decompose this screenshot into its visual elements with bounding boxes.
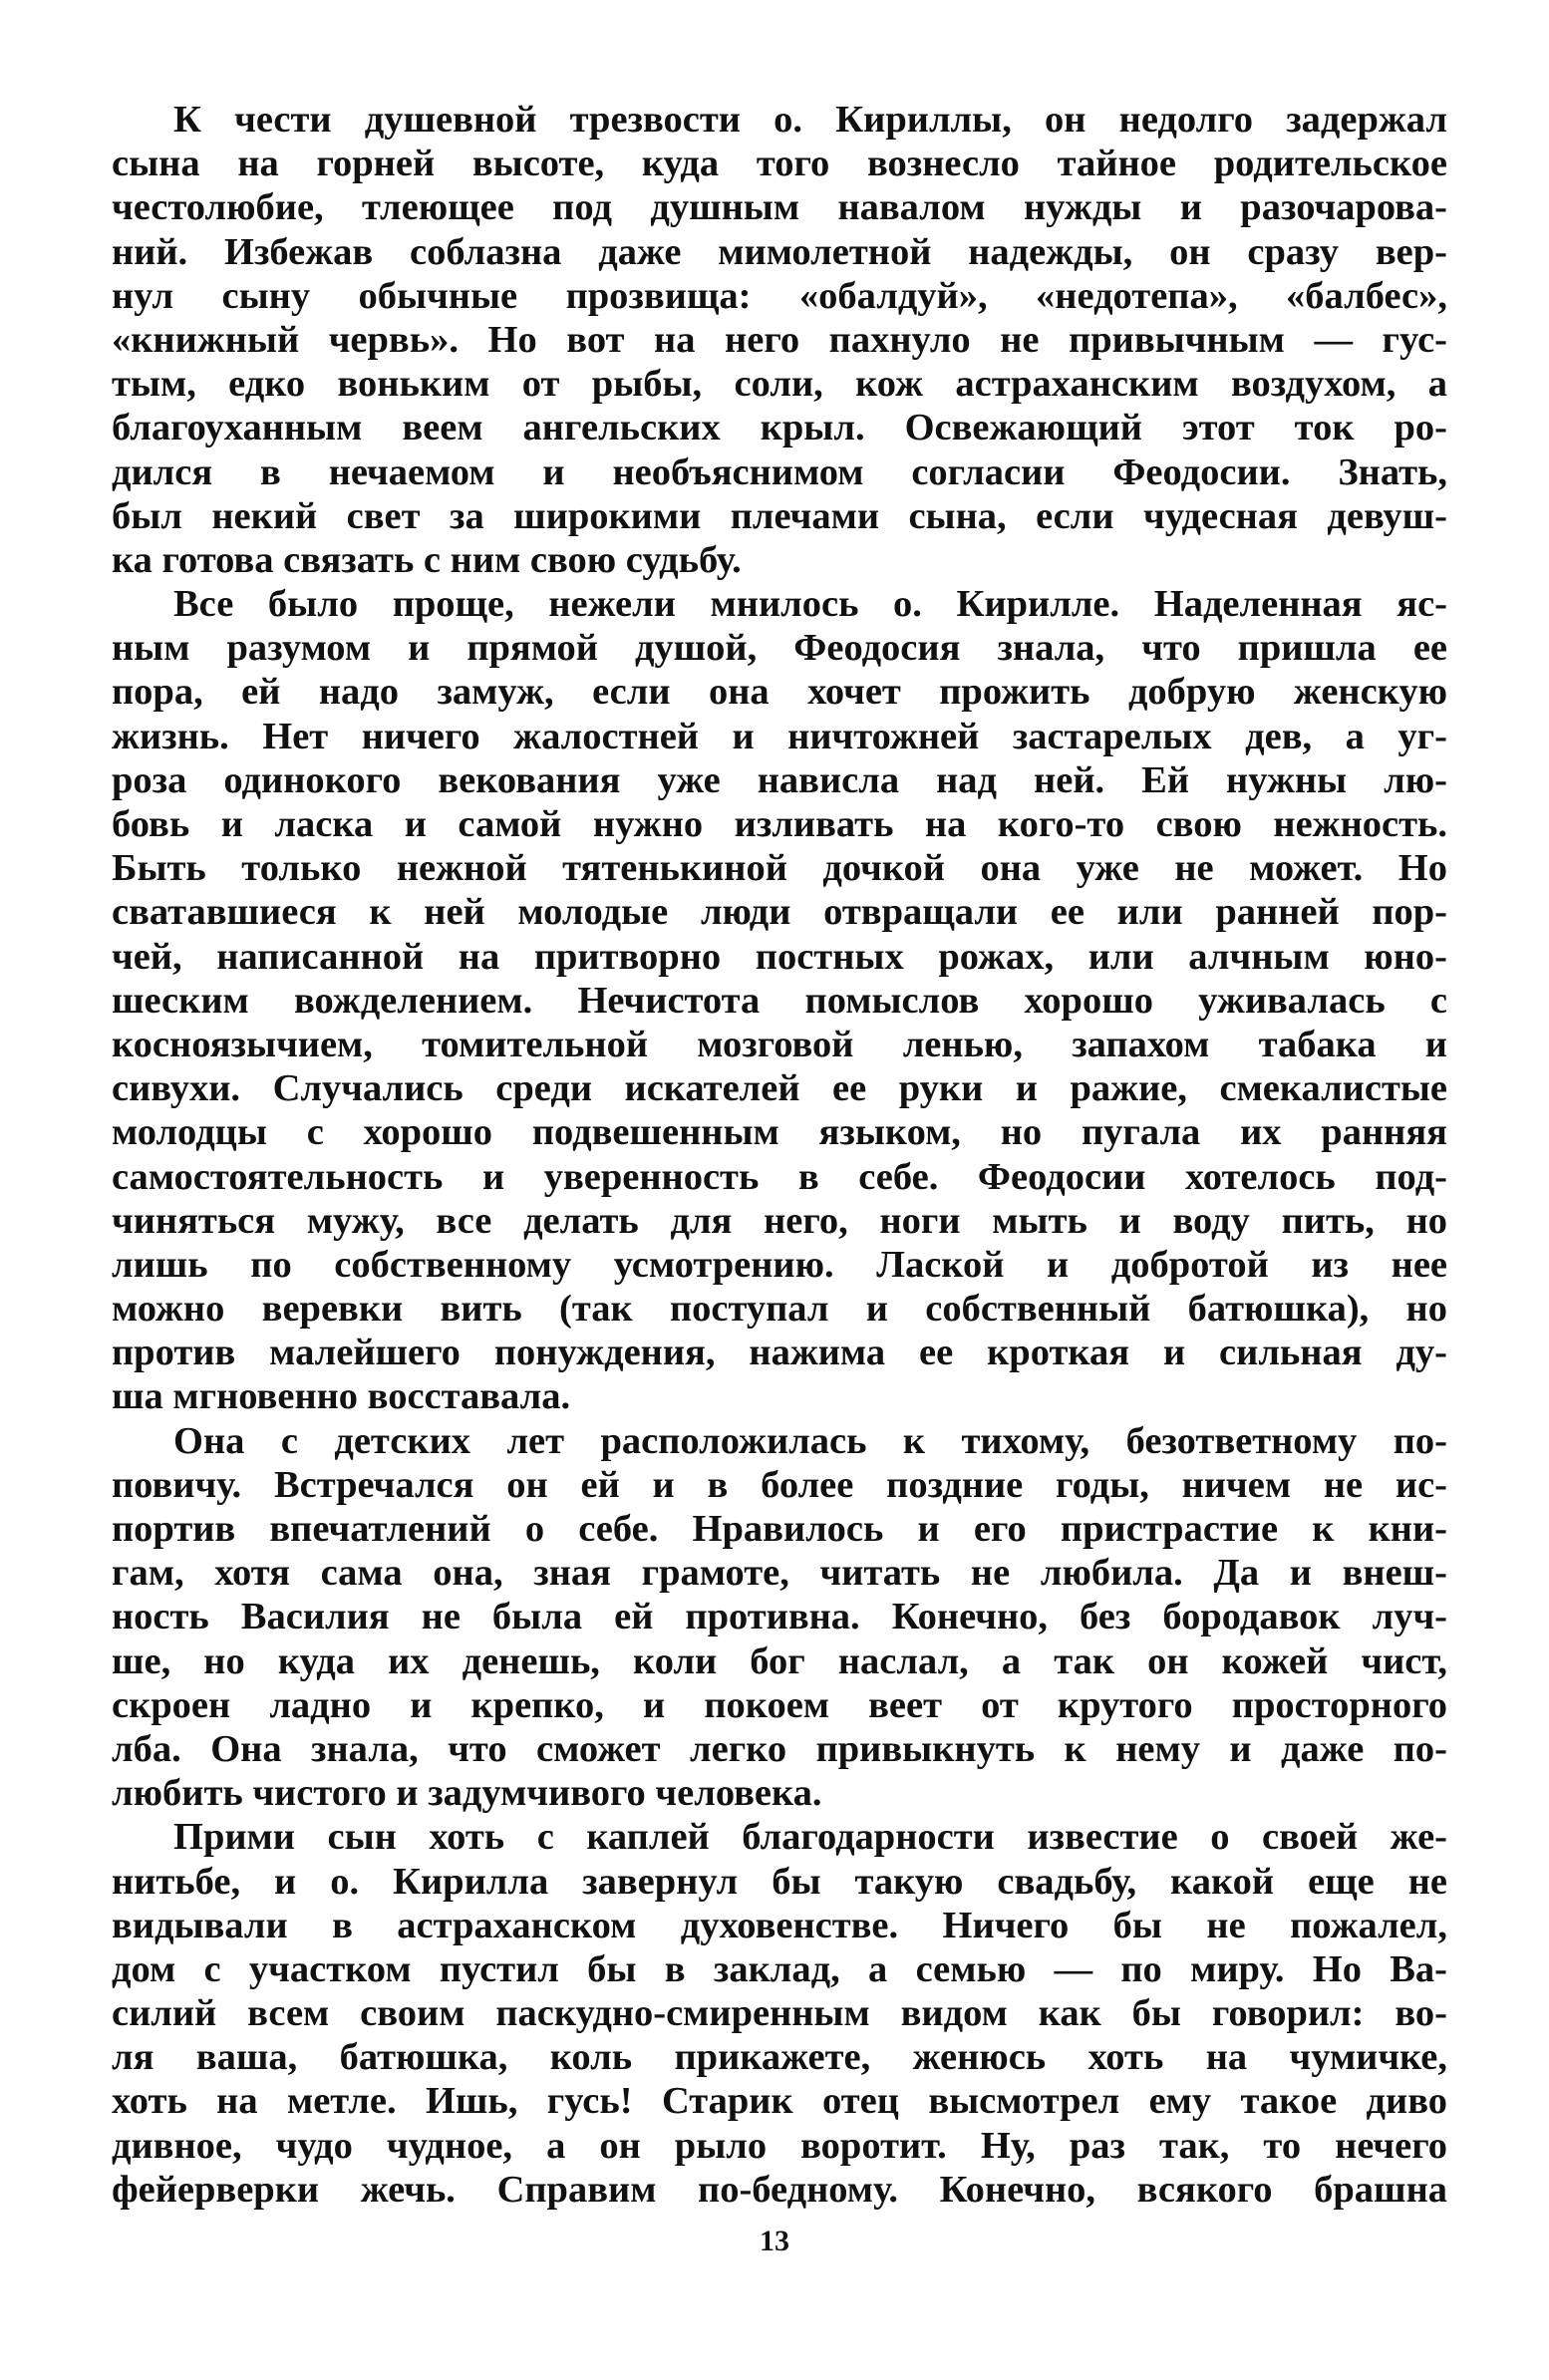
text-line: косноязычием, томительной мозговой ленью, запахом табака и <box>112 1023 1447 1065</box>
text-line: Она с детских лет расположилась к тихому, безответному по- <box>173 1419 1447 1462</box>
text-line: шеским вожделением. Нечистота помыслов хорошо уживалась с <box>112 979 1447 1022</box>
paragraph-1 <box>112 98 1447 582</box>
text-line: самостоятельность и уверенность в себе. Феодосии хотелось под- <box>112 1155 1447 1198</box>
text-line: сватавшиеся к ней молодые люди отвращали ее или ранней пор- <box>112 891 1447 934</box>
text-line: можно веревки вить (так поступал и собственный батюшка), но <box>112 1288 1447 1331</box>
text-line: Прими сын хоть с каплей благодарности известие о своей же- <box>173 1816 1447 1859</box>
text-line: чиняться мужу, все делать для него, ноги мыть и воду пить, но <box>112 1199 1447 1242</box>
text-line: роза одинокого векования уже нависла над ней. Ей нужны лю- <box>112 758 1447 801</box>
text-line: Быть только нежной тятенькиной дочкой она уже не может. Но <box>112 847 1447 890</box>
page-body <box>112 98 1447 2290</box>
text-line: нитьбе, и о. Кирилла завернул бы такую свадьбу, какой еще не <box>112 1860 1447 1903</box>
text-line: фейерверки жечь. Справим по-бедному. Конечно, всякого брашна <box>112 2168 1447 2211</box>
text-line: ний. Избежав соблазна даже мимолетной надежды, он сразу вер- <box>112 230 1447 273</box>
text-line: ка готова связать с ним свою судьбу. <box>112 538 742 581</box>
text-line: ность Василия не была ей противна. Конечно, без бородавок луч- <box>112 1596 1447 1638</box>
text-line: был некий свет за широкими плечами сына, если чудесная девуш- <box>112 494 1447 537</box>
paragraph-4 <box>112 1815 1447 2212</box>
text-line: «книжный червь». Но вот на него пахнуло не привычным — гус- <box>112 318 1447 361</box>
text-line: ша мгновенно восставала. <box>112 1375 571 1418</box>
paragraph-3 <box>112 1419 1447 1816</box>
text-line: нул сыну обычные прозвища: «обалдуй», «недотепа», «балбес», <box>112 274 1447 317</box>
text-line: хоть на метле. Ишь, гусь! Старик отец высмотрел ему такое диво <box>112 2080 1447 2123</box>
text-line: лба. Она знала, что сможет легко привыкнуть к нему и даже по- <box>112 1727 1447 1770</box>
text-line: дивное, чудо чудное, а он рыло воротит. Ну, раз так, то нечего <box>112 2124 1447 2167</box>
text-line: лишь по собственному усмотрению. Лаской и добротой из нее <box>112 1243 1447 1286</box>
text-line: честолюбие, тлеющее под душным навалом нужды и разочарова- <box>112 186 1447 229</box>
text-line: К чести душевной трезвости о. Кириллы, он недолго задержал <box>173 99 1447 141</box>
text-line: сына на горней высоте, куда того вознесло тайное родительское <box>112 143 1447 185</box>
text-line: ным разумом и прямой душой, Феодосия знала, что пришла ее <box>112 627 1447 670</box>
text-line: ля ваша, батюшка, коль прикажете, женюсь хоть на чумичке, <box>112 2036 1447 2079</box>
text-line: сивухи. Случались среди искателей ее руки и ражие, смекалистые <box>112 1067 1447 1110</box>
text-line: любить чистого и задумчивого человека. <box>112 1772 822 1815</box>
text-line: бовь и ласка и самой нужно изливать на кого-то свою нежность. <box>112 803 1447 845</box>
paragraph-2 <box>112 582 1447 1419</box>
text-line: жизнь. Нет ничего жалостней и ничтожней застарелых дев, а уг- <box>112 715 1447 757</box>
page-number: 13 <box>760 2225 789 2257</box>
text-line: пора, ей надо замуж, если она хочет прожить добрую женскую <box>112 671 1447 714</box>
text-line: гам, хотя сама она, зная грамоте, читать не любила. Да и внеш- <box>112 1552 1447 1595</box>
text-line: портив впечатлений о себе. Нравилось и его пристрастие к кни- <box>112 1508 1447 1550</box>
text-line: Все было проще, нежели мнилось о. Кирилле. Наделенная яс- <box>173 583 1447 626</box>
text-line: силий всем своим паскудно-смиренным видом как бы говорил: во- <box>112 1992 1447 2035</box>
text-line: ше, но куда их денешь, коли бог наслал, а так он кожей чист, <box>112 1639 1447 1682</box>
text-line: скроен ладно и крепко, и покоем веет от крутого просторного <box>112 1683 1447 1726</box>
text-line: повичу. Встречался он ей и в более поздние годы, ничем не ис- <box>112 1463 1447 1506</box>
text-line: молодцы с хорошо подвешенным языком, но пугала их ранняя <box>112 1111 1447 1154</box>
text-line: чей, написанной на притворно постных рожах, или алчным юно- <box>112 935 1447 978</box>
text-line: дом с участком пустил бы в заклад, а семью — по миру. Но Ва- <box>112 1947 1447 1990</box>
text-line: благоуханным веем ангельских крыл. Освежающий этот ток ро- <box>112 407 1447 449</box>
text-line: видывали в астраханском духовенстве. Ничего бы не пожалел, <box>112 1904 1447 1946</box>
text-line: тым, едко воньким от рыбы, соли, кож астраханским воздухом, а <box>112 363 1447 406</box>
text-line: дился в нечаемом и необъяснимом согласии Феодосии. Знать, <box>112 450 1447 493</box>
text-line: против малейшего понуждения, нажима ее кроткая и сильная ду- <box>112 1332 1447 1374</box>
